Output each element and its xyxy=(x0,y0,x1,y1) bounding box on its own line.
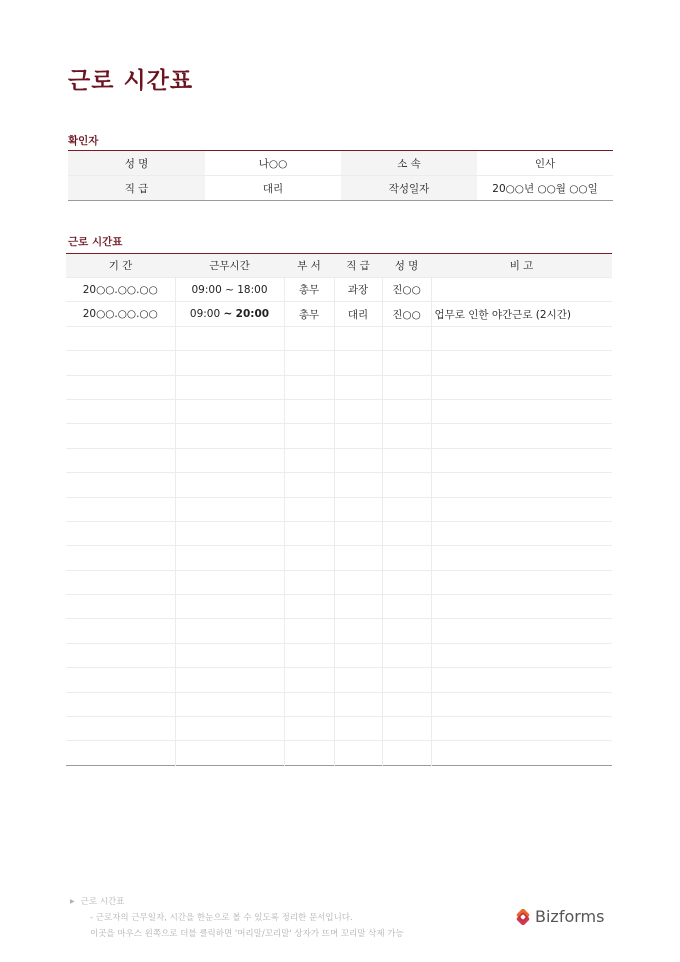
work-table xyxy=(66,253,612,766)
empty-table-row xyxy=(66,399,612,423)
note-cell[interactable] xyxy=(431,521,612,545)
rank-cell[interactable] xyxy=(334,717,382,741)
dept-cell[interactable] xyxy=(284,473,334,497)
bizforms-logo-text: Bizforms xyxy=(535,907,605,926)
name-cell[interactable] xyxy=(382,570,431,594)
note-cell[interactable]: 업무로 인한 야간근로 (2시간) xyxy=(431,302,612,326)
empty-table-row xyxy=(66,619,612,643)
rank-cell[interactable] xyxy=(334,521,382,545)
dept-cell[interactable]: 총무 xyxy=(284,278,334,302)
hours-cell[interactable] xyxy=(175,351,284,375)
empty-table-row xyxy=(66,424,612,448)
name-cell[interactable]: 진○○ xyxy=(382,278,431,302)
confirm-table xyxy=(68,150,613,201)
bizforms-logo-icon xyxy=(515,909,531,925)
dept-cell[interactable] xyxy=(284,351,334,375)
rank-cell[interactable] xyxy=(334,619,382,643)
name-cell[interactable] xyxy=(382,448,431,472)
dept-cell[interactable] xyxy=(284,399,334,423)
period-cell[interactable] xyxy=(66,668,175,692)
rank-cell[interactable] xyxy=(334,448,382,472)
period-cell[interactable] xyxy=(66,595,175,619)
hours-sep: ~ xyxy=(223,308,233,321)
period-header: 기 간 xyxy=(66,254,175,278)
footer-hint: 이곳을 마우스 왼쪽으로 더블 클릭하면 '머리말/꼬리말' 상자가 뜨며 꼬리말 삭제 가능 xyxy=(90,929,404,939)
note-cell[interactable] xyxy=(431,692,612,716)
hours-cell[interactable] xyxy=(175,302,284,326)
period-cell[interactable] xyxy=(66,448,175,472)
confirm-row xyxy=(68,176,613,201)
empty-table-row xyxy=(66,692,612,716)
name-cell[interactable] xyxy=(382,619,431,643)
dept-cell[interactable] xyxy=(284,619,334,643)
note-cell[interactable] xyxy=(431,619,612,643)
rank-cell[interactable] xyxy=(334,741,382,765)
confirm-section-label: 확인자 xyxy=(68,135,99,147)
rank-header: 직 급 xyxy=(334,254,382,278)
empty-table-row xyxy=(66,473,612,497)
dept-cell[interactable] xyxy=(284,570,334,594)
dept-cell[interactable] xyxy=(284,595,334,619)
dept-cell[interactable] xyxy=(284,668,334,692)
note-cell[interactable] xyxy=(431,717,612,741)
note-cell[interactable] xyxy=(431,643,612,667)
period-cell[interactable] xyxy=(66,351,175,375)
date-label: 작성일자 xyxy=(341,176,477,201)
table-row xyxy=(66,302,612,326)
rank-cell[interactable] xyxy=(334,595,382,619)
rank-cell[interactable] xyxy=(334,424,382,448)
rank-cell[interactable]: 과장 xyxy=(334,278,382,302)
rank-cell[interactable] xyxy=(334,692,382,716)
note-cell[interactable] xyxy=(431,595,612,619)
empty-table-row xyxy=(66,351,612,375)
dept-cell[interactable] xyxy=(284,546,334,570)
hours-cell[interactable] xyxy=(175,473,284,497)
name-cell[interactable] xyxy=(382,424,431,448)
hours-cell[interactable] xyxy=(175,448,284,472)
name-cell[interactable] xyxy=(382,326,431,350)
footer-heading-line xyxy=(70,894,404,910)
rank-cell[interactable] xyxy=(334,546,382,570)
empty-table-row xyxy=(66,595,612,619)
name-cell[interactable] xyxy=(382,643,431,667)
name-cell[interactable] xyxy=(382,741,431,765)
name-cell[interactable] xyxy=(382,595,431,619)
work-table-header xyxy=(66,254,612,278)
empty-table-row xyxy=(66,375,612,399)
name-cell[interactable]: 진○○ xyxy=(382,302,431,326)
work-section-label: 근로 시간표 xyxy=(68,236,123,248)
footer-description: - 근로자의 근무일자, 시간을 한눈으로 볼 수 있도록 정리한 문서입니다. xyxy=(90,913,353,923)
page-title: 근로 시간표 xyxy=(68,68,194,94)
empty-table-row xyxy=(66,326,612,350)
empty-table-row xyxy=(66,546,612,570)
name-cell[interactable] xyxy=(382,473,431,497)
rank-cell[interactable] xyxy=(334,473,382,497)
note-cell[interactable] xyxy=(431,326,612,350)
note-cell[interactable] xyxy=(431,546,612,570)
name-cell[interactable] xyxy=(382,668,431,692)
note-header: 비 고 xyxy=(431,254,612,278)
footer[interactable] xyxy=(70,894,404,942)
department-value[interactable]: 인사 xyxy=(534,157,556,170)
note-cell[interactable] xyxy=(431,497,612,521)
name-cell[interactable] xyxy=(382,399,431,423)
hours-cell[interactable] xyxy=(175,497,284,521)
hours-cell[interactable] xyxy=(175,375,284,399)
hours-cell[interactable] xyxy=(175,424,284,448)
name-cell[interactable] xyxy=(382,717,431,741)
rank-cell[interactable] xyxy=(334,375,382,399)
hours-end: 18:00 xyxy=(237,283,268,296)
dept-header: 부 서 xyxy=(284,254,334,278)
rank-cell[interactable]: 대리 xyxy=(334,302,382,326)
name-cell[interactable] xyxy=(382,497,431,521)
empty-table-row xyxy=(66,497,612,521)
rank-cell[interactable] xyxy=(334,497,382,521)
period-cell[interactable] xyxy=(66,570,175,594)
dept-cell[interactable]: 총무 xyxy=(284,302,334,326)
rank-cell[interactable] xyxy=(334,351,382,375)
hours-start: 09:00 xyxy=(189,308,221,321)
note-cell[interactable] xyxy=(431,351,612,375)
rank-value[interactable]: 대리 xyxy=(205,176,341,201)
empty-table-row xyxy=(66,717,612,741)
note-cell[interactable] xyxy=(431,741,612,765)
rank-cell[interactable] xyxy=(334,570,382,594)
note-cell[interactable] xyxy=(431,570,612,594)
dept-cell[interactable] xyxy=(284,692,334,716)
name-cell[interactable] xyxy=(382,375,431,399)
dept-cell[interactable] xyxy=(284,497,334,521)
name-value[interactable]: 나○○ xyxy=(258,157,288,170)
name-cell[interactable] xyxy=(382,521,431,545)
dept-cell[interactable] xyxy=(284,643,334,667)
dept-cell[interactable] xyxy=(284,375,334,399)
empty-table-row xyxy=(66,521,612,545)
period-cell[interactable] xyxy=(66,741,175,765)
rank-cell[interactable] xyxy=(334,643,382,667)
rank-cell[interactable] xyxy=(334,326,382,350)
period-cell[interactable] xyxy=(66,497,175,521)
period-cell[interactable] xyxy=(66,692,175,716)
name-header: 성 명 xyxy=(382,254,431,278)
table-row xyxy=(66,278,612,302)
dept-cell[interactable] xyxy=(284,717,334,741)
hours-cell[interactable] xyxy=(175,278,284,302)
empty-table-row xyxy=(66,741,612,765)
name-label: 성 명 xyxy=(68,151,205,176)
period-cell[interactable]: 20○○.○○.○○ xyxy=(66,278,175,302)
period-cell[interactable] xyxy=(66,473,175,497)
date-value[interactable]: 20○○년 ○○월 ○○일 xyxy=(477,176,613,201)
footer-heading: 근로 시간표 xyxy=(80,897,125,907)
period-cell[interactable]: 20○○.○○.○○ xyxy=(66,302,175,326)
hours-cell[interactable] xyxy=(175,717,284,741)
hours-cell[interactable] xyxy=(175,619,284,643)
note-cell[interactable] xyxy=(431,473,612,497)
dept-cell[interactable] xyxy=(284,448,334,472)
period-cell[interactable] xyxy=(66,375,175,399)
hours-cell[interactable] xyxy=(175,399,284,423)
period-cell[interactable] xyxy=(66,424,175,448)
period-cell[interactable] xyxy=(66,326,175,350)
note-cell[interactable] xyxy=(431,399,612,423)
name-cell[interactable] xyxy=(382,692,431,716)
note-cell[interactable] xyxy=(431,278,612,302)
bizforms-logo xyxy=(515,907,604,926)
empty-table-row xyxy=(66,570,612,594)
dept-cell[interactable] xyxy=(284,326,334,350)
note-cell[interactable] xyxy=(431,668,612,692)
dept-cell[interactable] xyxy=(284,741,334,765)
period-cell[interactable] xyxy=(66,546,175,570)
hours-cell[interactable] xyxy=(175,668,284,692)
hours-sep: ~ xyxy=(225,283,234,296)
dept-cell[interactable] xyxy=(284,424,334,448)
hours-end: 20:00 xyxy=(235,308,270,321)
name-cell[interactable] xyxy=(382,546,431,570)
empty-table-row xyxy=(66,448,612,472)
hours-cell[interactable] xyxy=(175,741,284,765)
hours-cell[interactable] xyxy=(175,546,284,570)
hours-cell[interactable] xyxy=(175,326,284,350)
empty-table-row xyxy=(66,668,612,692)
rank-label: 직 급 xyxy=(68,176,205,201)
hours-cell[interactable] xyxy=(175,692,284,716)
note-cell[interactable] xyxy=(431,448,612,472)
note-cell[interactable] xyxy=(431,424,612,448)
period-cell[interactable] xyxy=(66,399,175,423)
hours-cell[interactable] xyxy=(175,595,284,619)
hours-cell[interactable] xyxy=(175,570,284,594)
note-cell[interactable] xyxy=(431,375,612,399)
confirm-row xyxy=(68,151,613,176)
triangle-bullet-icon: ▶ xyxy=(70,898,75,905)
period-cell[interactable] xyxy=(66,643,175,667)
rank-cell[interactable] xyxy=(334,399,382,423)
period-cell[interactable] xyxy=(66,521,175,545)
period-cell[interactable] xyxy=(66,717,175,741)
dept-cell[interactable] xyxy=(284,521,334,545)
department-label: 소 속 xyxy=(341,151,477,176)
hours-cell[interactable] xyxy=(175,643,284,667)
name-cell[interactable] xyxy=(382,351,431,375)
empty-table-row xyxy=(66,643,612,667)
hours-header: 근무시간 xyxy=(175,254,284,278)
hours-start: 09:00 xyxy=(191,283,222,296)
rank-cell[interactable] xyxy=(334,668,382,692)
period-cell[interactable] xyxy=(66,619,175,643)
hours-cell[interactable] xyxy=(175,521,284,545)
